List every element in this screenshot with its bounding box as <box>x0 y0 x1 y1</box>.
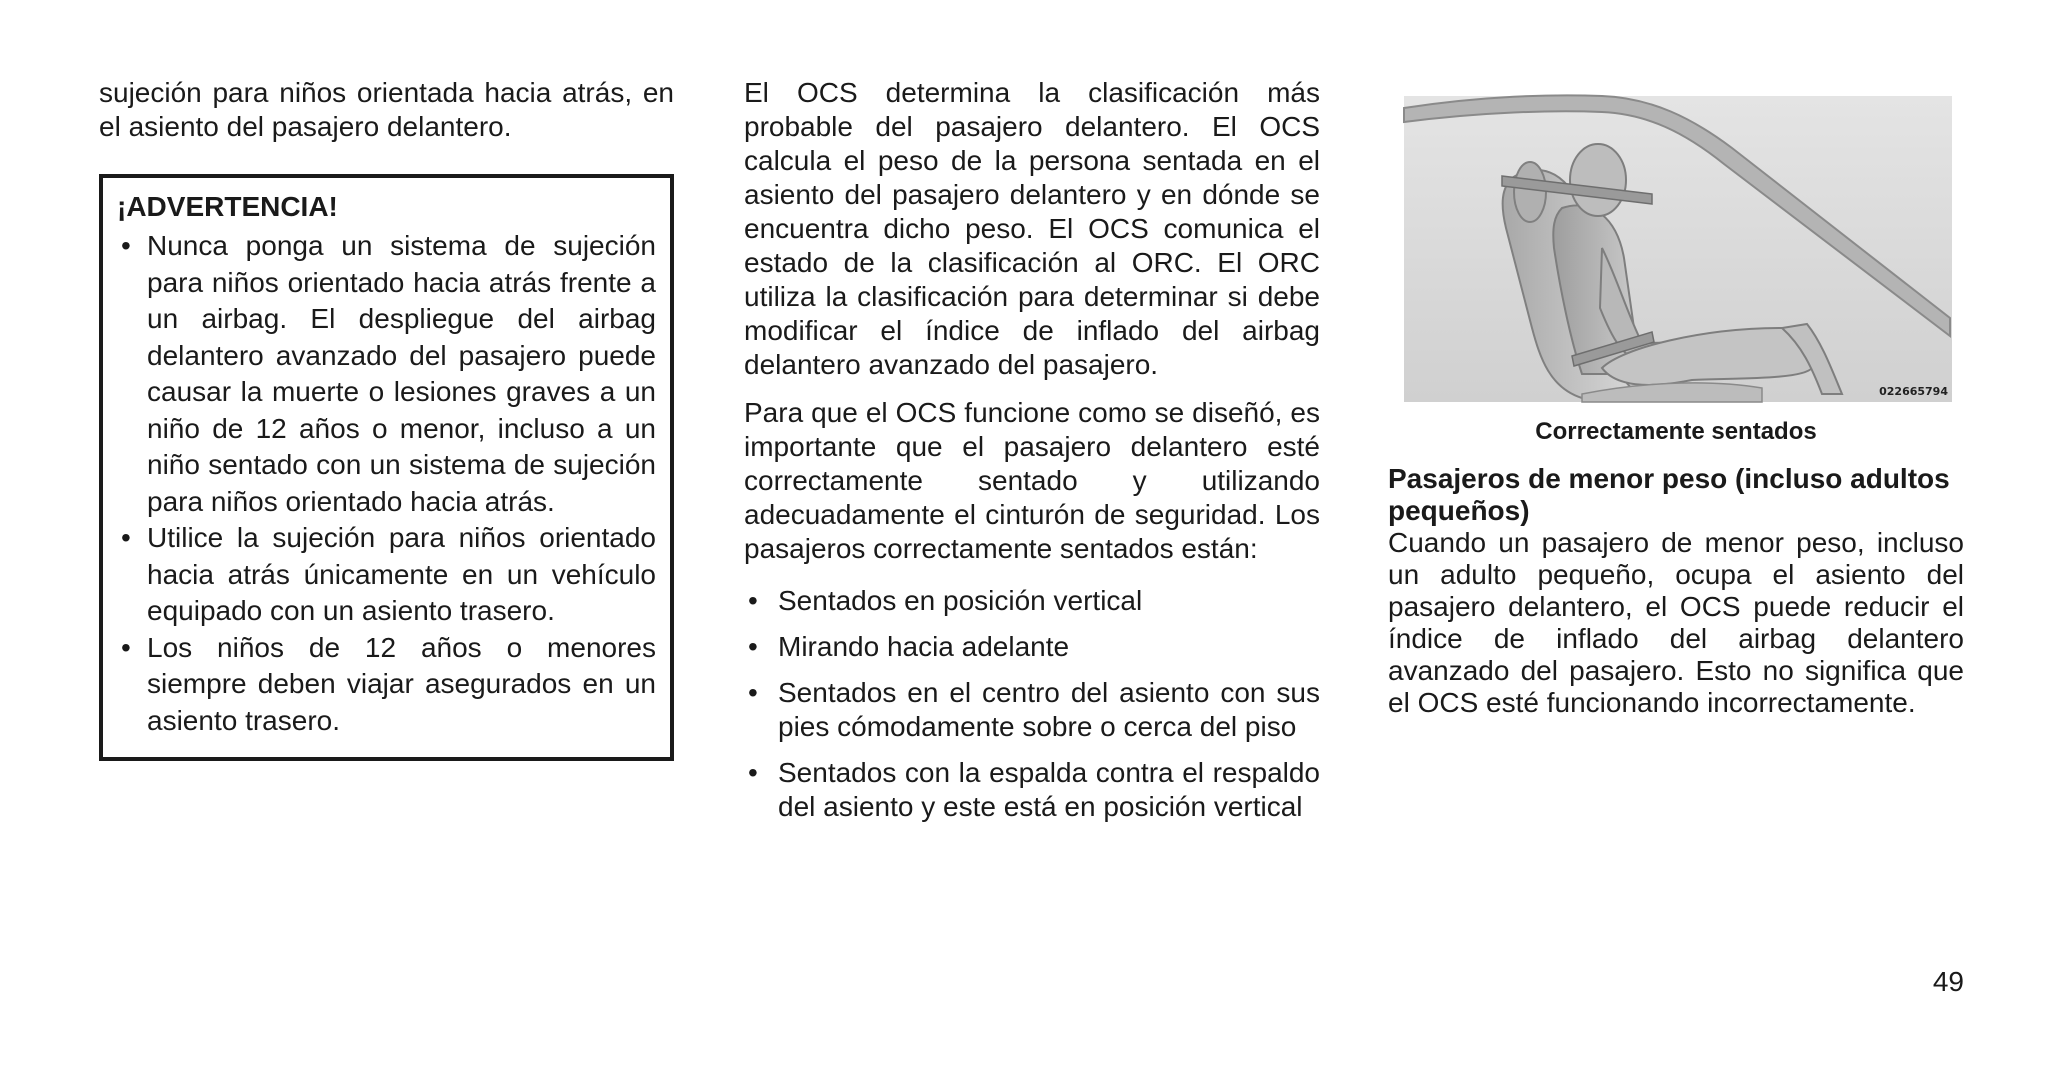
warning-item: • Utilice la sujeción para niños orientado hacia atrás únicamente en un vehículo equipado con un asiento trasero. <box>117 520 656 630</box>
intro-paragraph: sujeción para niños orientada hacia atrás, en el asiento del pasajero delantero. <box>99 77 674 142</box>
warning-item: • Los niños de 12 años o menores siempre deben viajar asegurados en un asiento trasero. <box>117 630 656 740</box>
warning-box <box>99 174 674 761</box>
section-heading: Pasajeros de menor peso (incluso adultos pequeños) <box>1388 463 1950 526</box>
warning-list <box>117 228 656 739</box>
left-column <box>99 76 674 761</box>
figure-id: 022665794 <box>1879 385 1948 398</box>
warning-title: ¡ADVERTENCIA! <box>117 191 338 222</box>
page-number: 49 <box>1932 966 1964 997</box>
middle-column <box>744 76 1320 836</box>
right-column <box>1388 80 1964 719</box>
seated-passenger-illustration <box>1402 88 1954 408</box>
figure-caption: Correctamente sentados <box>1535 418 1817 445</box>
seating-item: • Sentados en el centro del asiento con sus pies cómodamente sobre o cerca del piso <box>744 676 1320 744</box>
illustration-svg <box>1402 88 1954 408</box>
ocs-paragraph: El OCS determina la clasificación más probable del pasajero delantero. El OCS calcula el peso de la persona sentada en el asiento del pasajero delantero y en dónde se encuentra dicho peso. El OCS comunica el estado de la clasificación al ORC. El ORC utiliza la clasificación para determinar si debe modificar el índice de inflado del airbag delantero avanzado del pasajero. <box>744 77 1320 380</box>
seating-paragraph: Para que el OCS funcione como se diseñó, es importante que el pasajero delantero esté correctamente sentado y utilizando adecuadamente el cinturón de seguridad. Los pasajeros correctamente sentados están: <box>744 397 1320 564</box>
passenger-head <box>1570 144 1626 216</box>
seating-item: • Sentados en posición vertical <box>744 584 1320 618</box>
seating-item: • Sentados con la espalda contra el respaldo del asiento y este está en posición vertical <box>744 756 1320 824</box>
warning-item: • Nunca ponga un sistema de sujeción para niños orientado hacia atrás frente a un airbag. El despliegue del airbag delantero avanzado del pasajero puede causar la muerte o lesiones graves a un niño de 12 años o menor, incluso a un niño sentado con un sistema de sujeción para niños orientado hacia atrás. <box>117 228 656 520</box>
seating-list <box>744 584 1320 824</box>
headrest <box>1514 162 1546 222</box>
small-passenger-paragraph: Cuando un pasajero de menor peso, incluso un adulto pequeño, ocupa el asiento del pasajero delantero, el OCS puede reducir el índice de inflado del airbag delantero avanzado del pasajero. Esto no significa que el OCS esté funcionando incorrectamente. <box>1388 527 1964 718</box>
seating-item: • Mirando hacia adelante <box>744 630 1320 664</box>
